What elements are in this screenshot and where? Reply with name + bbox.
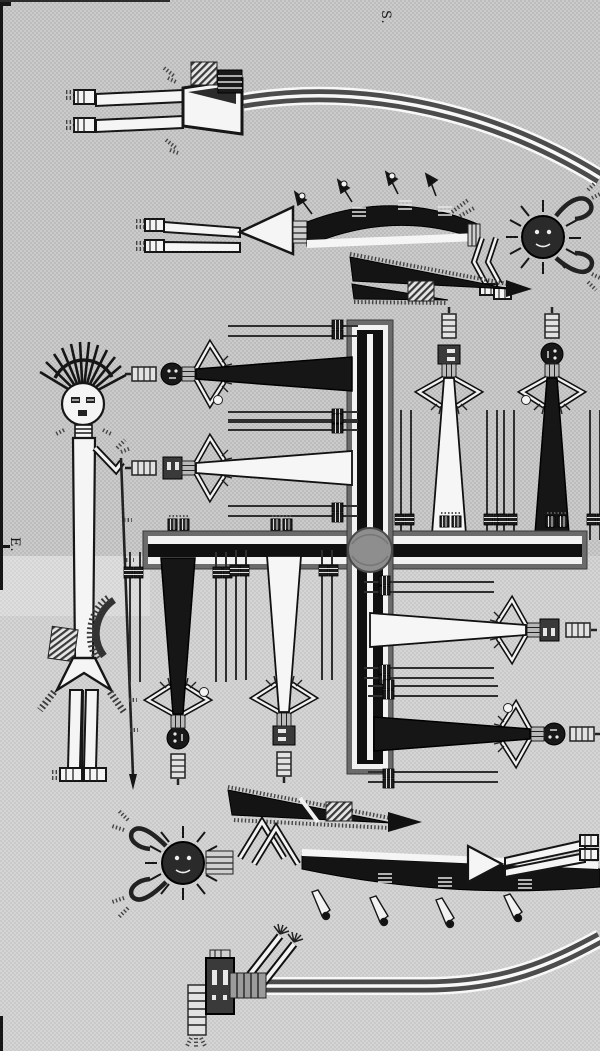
east-label: E.	[7, 537, 22, 553]
striped-neck	[75, 425, 92, 438]
leg	[84, 690, 98, 768]
hatched-binding	[408, 281, 434, 301]
hatched-binding	[326, 802, 352, 821]
leg	[68, 690, 82, 768]
face	[62, 383, 104, 425]
leg	[164, 242, 240, 252]
long-body	[73, 438, 95, 660]
plate-edge-line	[0, 0, 3, 590]
hatched-headdress	[191, 62, 217, 85]
striped-foot	[84, 768, 106, 781]
striped-foot	[145, 240, 164, 252]
ladder-band	[230, 973, 266, 998]
striped-foot	[580, 835, 598, 846]
leg	[96, 90, 183, 106]
striped-foot	[145, 219, 164, 231]
south-label: S.	[378, 10, 393, 25]
hatched-pouch	[48, 626, 78, 661]
striped-waist	[293, 221, 307, 243]
striped-foot	[580, 849, 598, 860]
leg	[96, 116, 183, 132]
striped-foot	[60, 768, 82, 781]
